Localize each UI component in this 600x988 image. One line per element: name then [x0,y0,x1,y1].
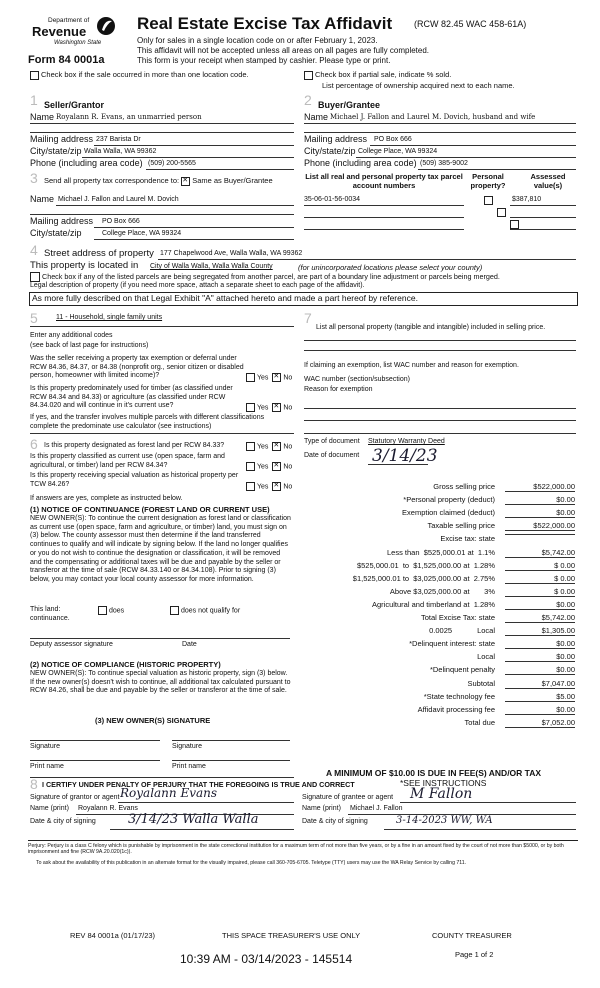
legal-description[interactable]: As more fully described on that Legal Exhibit "A" attached hereto and made a part hereof by reference. [29,292,578,306]
q-exemption-no-box[interactable] [272,373,281,382]
q-exemption-yes-box[interactable] [246,373,255,382]
grantee-date-field[interactable]: 3-14-2023 WW, WA [396,815,493,826]
segregated-check[interactable] [30,272,500,282]
street-label: Street address of property [44,248,154,259]
seller-city-field[interactable]: Walla Walla, WA 99362 [84,148,157,155]
fee-label: $1,525,000.01 to $3,025,000.00 at 2.75% [352,573,495,583]
alt-format-text: To ask about the availability of this publication in an alternate format for the visually impaired, please call 360-705-6705. Teletype (TTY) users may use the WA Relay Service by calling 711. [36,860,467,866]
buyer-mail-label: Mailing address [304,134,368,144]
fee-label: 0.0025 Local [429,626,495,636]
parcel-col-header: List all real and personal property tax parcel account numbers [305,172,463,190]
reason-label: Reason for exemption [304,386,373,393]
does-not-checkbox[interactable] [170,606,179,615]
personal-col-header: Personal property? [470,172,506,190]
q-historic-answer [246,482,292,491]
fee-row [305,534,575,546]
fee-row [305,521,575,533]
q-timber: Is this property predominately used for timber (as classified under RCW 84.34 and 84.33) or agriculture (as classified under RCW 84.34.020 and will continue in it's current use? [30,385,233,410]
fee-value[interactable]: $0.00 [505,508,575,518]
assessed-col-header: Assessed value(s) [530,172,566,190]
q-current-use-no-box[interactable] [272,462,281,471]
header-line3: This form is your receipt when stamped by cashier. Please type or print. [137,56,391,65]
fee-row [305,639,575,651]
q-historic-yes-box[interactable] [246,482,255,491]
section-3-number: 3 [30,170,38,186]
notice1-body: NEW OWNER(S): To continue the current designation as forest land or classification as current use (open space, farm and agriculture, or timber) land, you must sign on (3) below. The county assessor must then determine if the land transferred continues to qualify and will indicate by signing below. If the land no longer qualifies or you do not wish to continue the designation or classification, it will be removed and the compensating or additional taxes will be due and payable by the seller or transferor at the time of sale (RCW 84.33.140 or 84.34.108). Prior to signing (3) below, you may contact your local county assessor for more information. [30,515,291,583]
q-current-use-yes: Yes [257,463,269,471]
fee-label: *Personal property (deduct) [403,495,495,505]
fee-row [305,574,575,586]
does-not-option [170,606,240,615]
q-historic-no-box[interactable] [272,482,281,491]
grantee-date-label: Date & city of signing [302,818,368,825]
exempt-label: If claiming an exemption, list WAC number and reason for exemption. [304,362,519,369]
q-timber-answer [246,403,292,412]
answers-note: If answers are yes, complete as instructed below. [30,495,183,502]
fee-row [305,548,575,560]
fee-label: Taxable selling price [427,521,495,531]
buyer-heading: Buyer/Grantee [318,100,381,110]
corr-mail-field[interactable]: PO Box 666 [102,218,140,225]
grantee-sig-label: Signature of grantee or agent [302,794,394,801]
correspondence-label [44,176,273,186]
buyer-mail-field[interactable]: PO Box 666 [374,136,412,143]
buyer-phone-label: Phone (including area code) [304,158,417,168]
logo-state: Washington State [54,40,102,46]
this-land-label: This land: [30,606,61,613]
doc-type-field[interactable]: Statutory Warranty Deed [368,438,445,445]
continuance-label: continuance. [30,615,70,622]
q-multi-parcel: If yes, and the transfer involves multiple parcels with different classifications complete the predominate use calculator (see instructions) [30,414,265,430]
fee-label: $525,000.01 to $1,525,000.00 at 1.28% [356,560,495,570]
buyer-city-field[interactable]: College Place, WA 99324 [358,148,438,155]
logo-revenue: Revenue [32,24,87,39]
notice2-title: (2) NOTICE OF COMPLIANCE (HISTORIC PROPERTY) [30,660,221,669]
fee-label: Less than $525,000.01 at 1.1% [387,547,495,557]
deputy-sig-label: Deputy assessor signature [30,641,113,648]
section-4-number: 4 [30,242,38,258]
q-forest-answer [246,442,292,451]
corr-name-field[interactable]: Michael J. Fallon and Laurel M. Dovich [58,196,179,203]
fee-label: Subtotal [467,678,495,688]
header-line1: Only for sales in a single location code on or after February 1, 2023. [137,36,378,45]
q-exemption-no: No [283,374,293,382]
fee-value[interactable]: $0.00 [505,639,575,649]
fee-label: *State technology fee [423,691,495,701]
revenue-swirl-icon [96,15,116,37]
treasurer-only: THIS SPACE TREASURER'S USE ONLY [222,931,361,940]
fee-row [305,705,575,717]
fee-value[interactable]: $5.00 [505,692,575,702]
does-checkbox[interactable] [98,606,107,615]
wac-label: WAC number (section/subsection) [304,376,410,383]
header-line2: This affidavit will not be accepted unless all areas on all pages are fully completed. [137,46,430,55]
fee-label: Gross selling price [433,482,495,491]
grantee-name-label: Name (print) [302,805,341,812]
assessed-value-1[interactable]: $387,810 [512,196,542,203]
fee-value[interactable]: $5,742.00 [505,613,575,623]
same-as-buyer-checkbox[interactable] [181,177,190,186]
seller-name-field[interactable]: Royalann R. Evans, an unmarried person [56,113,202,121]
fee-value[interactable]: $5,742.00 [505,548,575,558]
notice1-title: (1) NOTICE OF CONTINUANCE (FOREST LAND OR CURRENT USE) [30,505,270,514]
seller-phone-label: Phone (including area code) [30,158,143,168]
section-2-number: 2 [304,92,312,108]
fee-value[interactable]: $522,000.00 [505,482,575,492]
grantor-name-label: Name (print) [30,805,69,812]
located-label: This property is located in [30,260,139,271]
doc-type-label: Type of document [304,438,360,445]
rev-number: REV 84 0001a (01/17/23) [70,931,156,940]
fee-row [305,495,575,507]
fee-value[interactable]: $0.00 [505,705,575,715]
fee-value[interactable]: $1,305.00 [505,626,575,636]
fee-value[interactable]: $0.00 [505,665,575,675]
street-field[interactable]: 177 Chapelwood Ave, Walla Walla, WA 99362 [160,250,303,257]
does-option [98,606,124,615]
located-field[interactable]: City of Walla Walla, Walla Walla County [150,263,273,270]
section-5-number: 5 [30,310,38,326]
fee-label: Excise tax: state [440,534,495,544]
q-timber-yes: Yes [257,404,269,412]
grantee-name-field[interactable]: Michael J. Fallon [350,805,403,812]
fee-row [305,692,575,704]
dor-logo [32,14,116,54]
fee-label: *Delinquent interest: state [409,639,495,649]
partial-sale-label: Check box if partial sale, indicate % sold. [315,70,452,79]
fee-row [305,679,575,691]
fee-row [305,600,575,612]
located-hint: (for unincorporated locations please select your county) [298,263,483,272]
parcel-number-1[interactable]: 35-06-01-56-0034 [304,196,361,203]
fee-label: Above $3,025,000.00 at 3% [389,586,495,596]
multi-location-label: Check box if the sale occurred in more than one location code. [41,70,249,79]
fee-row [305,508,575,520]
fee-row [305,626,575,638]
corr-mail-label: Mailing address [30,216,94,226]
legal-label: Legal description of property (if you need more space, attach a separate sheet to each page of the affidavit). [30,282,365,289]
form-rcw: (RCW 82.45 WAC 458-61A) [414,19,527,29]
buyer-city-label: City/state/zip [304,146,356,156]
fee-row [305,561,575,573]
q-forest-no-box[interactable] [272,442,281,451]
page-number: Page 1 of 2 [455,950,494,959]
multi-location-checkbox[interactable] [30,71,39,80]
grantor-name-field[interactable]: Royalann R. Evans [78,805,138,812]
use-code-field[interactable]: 11 - Household, single family units [56,314,163,321]
buyer-name-field[interactable]: Michael J. Fallon and Laurel M. Dovich, husband and wife [330,113,536,121]
correspondence-label-text: Send all property tax correspondence to: [44,176,180,185]
same-as-buyer-label: Same as Buyer/Grantee [192,176,273,185]
q-forest-no: No [283,443,293,451]
grantor-signature[interactable]: Royalann Evans [120,786,218,800]
fee-value[interactable] [505,534,575,535]
fee-value[interactable]: $0.00 [505,495,575,505]
owner-print-label-2: Print name [172,763,206,770]
perjury-text: Perjury: Perjury is a class C felony which is punishable by imprisonment in the state correctional institution for a maximum term of not more than five years, or by a fine in an amount fixed by the court of not more than $5000, or by both imprisonment and fine (RCW 9A.20.020(1c)). [28,843,564,856]
fee-value[interactable]: $ 0.00 [505,574,575,584]
does-label: does [109,607,125,615]
seller-city-label: City/state/zip [30,146,82,156]
owner-sig-title: (3) NEW OWNER(S) SIGNATURE [95,716,211,725]
owner-sig-label-1: Signature [30,743,60,750]
doc-date-field[interactable]: 3/14/23 [372,446,438,466]
seller-heading: Seller/Grantor [44,100,105,110]
fee-row [305,718,575,730]
personal-checkbox-2[interactable] [497,208,506,217]
cashier-stamp: 10:39 AM - 03/14/2023 - 145514 [180,952,353,966]
fee-value[interactable]: $0.00 [505,600,575,610]
q-forest-yes-box[interactable] [246,442,255,451]
enter-codes-label: Enter any additional codes [30,332,113,339]
buyer-name-label: Name [304,112,329,122]
fee-label: *Delinquent penalty [429,665,495,675]
partial-sale-checkbox[interactable] [304,71,313,80]
corr-city-label: City/state/zip [30,228,82,238]
segregated-checkbox[interactable] [30,272,40,282]
q-timber-yes-box[interactable] [246,403,255,412]
q-historic: Is this property receiving special valuation as historical property per TCW 84.26? [30,472,239,488]
section-7-number: 7 [304,310,312,326]
minimum-line1: A MINIMUM OF $10.00 IS DUE IN FEE(S) AND/OR TAX [326,768,542,778]
personal-prop-label: List all personal property (tangible and intangible) included in selling price. [316,324,546,331]
q-current-use-yes-box[interactable] [246,462,255,471]
buyer-phone-field[interactable]: (509) 385-9002 [420,160,468,167]
fee-row [305,587,575,599]
grantor-date-label: Date & city of signing [30,818,96,825]
fee-row [305,652,575,664]
section-6-number: 6 [30,436,38,452]
segregated-label: Check box if any of the listed parcels are being segregated from another parcel, are part of a boundary line adjustment or parcels being merged. [42,272,500,281]
seller-phone-field[interactable]: (509) 200-5565 [148,160,196,167]
section-1-number: 1 [30,92,38,108]
fee-value[interactable]: $ 0.00 [505,561,575,571]
logo-dept: Department of [48,17,90,24]
q-forest: Is this property designated as forest land per RCW 84.33? [44,442,225,449]
q-timber-no: No [283,404,293,412]
fee-value[interactable]: $7,052.00 [505,718,575,728]
partial-sale-sub: List percentage of ownership acquired next to each name. [322,81,515,90]
personal-checkbox-1[interactable] [484,196,493,205]
seller-name-label: Name [30,112,55,122]
corr-city-field[interactable]: College Place, WA 99324 [102,230,182,237]
fee-row [305,482,575,494]
fee-value[interactable]: $7,047.00 [505,679,575,689]
fee-value[interactable]: $ 0.00 [505,587,575,597]
grantee-signature[interactable]: M Fallon [410,786,473,802]
fee-label: Exemption claimed (deduct) [402,508,495,518]
q-historic-yes: Yes [257,483,269,491]
owner-sig-label-2: Signature [172,743,202,750]
fee-label: Local [477,652,495,662]
fee-label: Total Excise Tax: state [420,613,495,622]
fee-row [305,613,575,625]
see-back-label: (see back of last page for instructions) [30,342,149,349]
q-forest-yes: Yes [257,443,269,451]
fee-label: Affidavit processing fee [417,704,495,714]
corr-name-label: Name [30,194,55,204]
notice2-body: NEW OWNER(S): To continue special valuation as historic property, sign (3) below. If the new owner(s) doesn't wish to continue, all additional tax calculated pursuant to RCW 84.26, shall be due and payable by the seller or transferor at the time of sale. [30,670,291,695]
q-exemption-yes: Yes [257,374,269,382]
q-current-use-answer [246,462,292,471]
grantor-sig-label: Signature of grantor or agent [30,794,120,801]
q-historic-no: No [283,483,293,491]
seller-mail-label: Mailing address [30,134,94,144]
multi-location-check[interactable] [30,70,249,80]
q-exemption-answer [246,373,292,382]
form-title: Real Estate Excise Tax Affidavit [137,14,393,33]
q-exemption: Was the seller receiving a property tax exemption or deferral under RCW 84.36, 84.37, or 84.38 (nonprofit org., senior citizen or disabled person, homeowner with limited income)? [30,355,244,380]
partial-sale-check[interactable] [304,70,451,80]
section-8-number: 8 [30,776,38,792]
fee-value[interactable]: $0.00 [505,652,575,662]
grantor-date-field[interactable]: 3/14/23 Walla Walla [128,812,259,827]
q-timber-no-box[interactable] [272,403,281,412]
owner-print-label-1: Print name [30,763,64,770]
q-current-use: Is this property classified as current use (open space, farm and agricultural, or timber) land per RCW 84.34? [30,453,225,469]
county-treasurer: COUNTY TREASURER [432,931,512,940]
doc-date-label: Date of document [304,452,360,459]
fee-label: Agricultural and timberland at 1.28% [372,599,495,609]
certify-text: I CERTIFY UNDER PENALTY OF PERJURY THAT THE FOREGOING IS TRUE AND CORRECT [42,780,355,789]
does-not-label: does not qualify for [181,607,241,615]
form-number: Form 84 0001a [28,54,105,66]
minimum-line2: *SEE INSTRUCTIONS [400,778,487,788]
deputy-date-label: Date [182,641,197,648]
seller-mail-field[interactable]: 237 Barista Dr [96,136,141,143]
fee-value[interactable]: $522,000.00 [505,521,575,531]
fee-row [305,665,575,677]
fee-label: Total due [464,717,495,727]
q-current-use-no: No [283,463,293,471]
